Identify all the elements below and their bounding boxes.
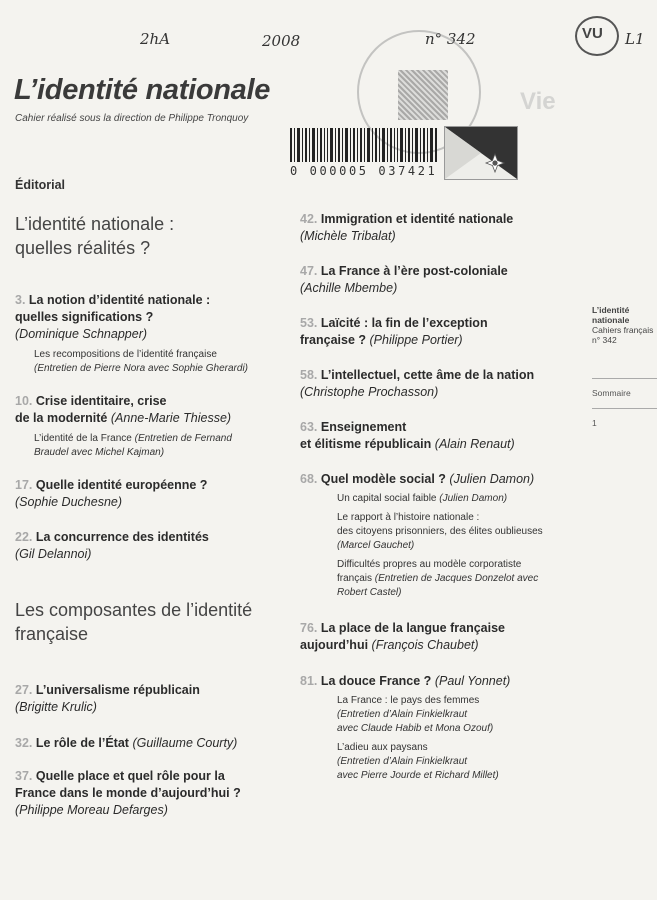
toc-subentry-10[interactable]: L’identité de la France (Entretien de Fernand Braudel avec Michel Kajman) bbox=[34, 433, 232, 458]
side-divider bbox=[592, 408, 657, 409]
toc-entry-53[interactable]: 53. Laïcité : la fin de l’exception française ? (Philippe Portier) bbox=[300, 316, 488, 347]
vu-stamp-text: VU bbox=[582, 25, 603, 42]
side-panel: L’identité nationale Cahiers français n° 342 bbox=[592, 305, 654, 345]
handwritten-note-l1: L1 bbox=[625, 30, 645, 48]
publisher-logo bbox=[444, 126, 518, 180]
page-subtitle: Cahier réalisé sous la direction de Philippe Tronquoy bbox=[15, 113, 249, 124]
page-title: L’identité nationale bbox=[14, 74, 271, 106]
toc-entry-27[interactable]: 27. L’universalisme républicain (Brigitte Krulic) bbox=[15, 683, 200, 714]
toc-entry-68[interactable]: 68. Quel modèle social ? (Julien Damon) bbox=[300, 472, 535, 486]
handwritten-note-year: 2008 bbox=[262, 32, 301, 50]
toc-entry-32[interactable]: 32. Le rôle de l’État (Guillaume Courty) bbox=[15, 736, 238, 750]
toc-entry-42[interactable]: 42. Immigration et identité nationale (Michèle Tribalat) bbox=[300, 212, 514, 243]
toc-subentry-68[interactable]: Un capital social faible (Julien Damon) Le rapport à l’histoire nationale : des citoyens prisonniers, des élites oublieuses (Marcel Gauchet) Difficultés propres au modèle corporatiste français (Entretien de Jacques Donzelot avec Robert Castel) bbox=[337, 493, 543, 598]
toc-entry-58[interactable]: 58. L’intellectuel, cette âme de la nation (Christophe Prochasson) bbox=[300, 368, 535, 399]
toc-entry-37[interactable]: 37. Quelle place et quel rôle pour la France dans le monde d’aujourd’hui ? (Philippe Moreau Defarges) bbox=[15, 769, 241, 817]
section-heading-composantes: Les composantes de l’identité française bbox=[15, 600, 253, 644]
toc-entry-10[interactable]: 10. Crise identitaire, crise de la modernité (Anne-Marie Thiesse) bbox=[15, 394, 232, 425]
section-heading-realites: L’identité nationale : quelles réalités ? bbox=[15, 214, 175, 258]
toc-entry-17[interactable]: 17. Quelle identité européenne ? (Sophie Duchesne) bbox=[15, 478, 208, 509]
toc-entry-76[interactable]: 76. La place de la langue française aujourd’hui (François Chaubet) bbox=[300, 621, 505, 652]
side-divider bbox=[592, 378, 657, 379]
toc-entry-3[interactable]: 3. La notion d’identité nationale : quelles significations ? (Dominique Schnapper) bbox=[15, 293, 211, 341]
toc-entry-22[interactable]: 22. La concurrence des identités (Gil Delannoi) bbox=[15, 530, 209, 561]
toc-subentry-81[interactable]: La France : le pays des femmes (Entretien d’Alain Finkielkraut avec Claude Habib et Mona Ozouf) L’adieu aux paysans (Entretien d’Alain Finkielkraut avec Pierre Jourde et Richard Millet) bbox=[337, 695, 499, 781]
library-stamp-emblem bbox=[398, 70, 448, 120]
toc-entry-47[interactable]: 47. La France à l’ère post-coloniale (Achille Mbembe) bbox=[300, 264, 508, 295]
ghost-through-text: Vie bbox=[520, 88, 556, 115]
editorial-label: Éditorial bbox=[15, 178, 66, 192]
toc-entry-63[interactable]: 63. Enseignement et élitisme républicain (Alain Renaut) bbox=[300, 420, 515, 451]
toc-subentry-3[interactable]: Les recompositions de l’identité française (Entretien de Pierre Nora avec Sophie Gherardi) bbox=[34, 349, 248, 374]
toc-entry-81[interactable]: 81. La douce France ? (Paul Yonnet) bbox=[300, 674, 511, 688]
handwritten-note-issue: n° 342 bbox=[425, 30, 476, 48]
side-page-number: 1 bbox=[592, 418, 597, 428]
barcode bbox=[290, 128, 438, 162]
handwritten-note-code: 2hA bbox=[140, 30, 171, 48]
barcode-digits: 0 000005 037421 bbox=[290, 164, 438, 178]
side-sommaire: Sommaire bbox=[592, 388, 631, 398]
